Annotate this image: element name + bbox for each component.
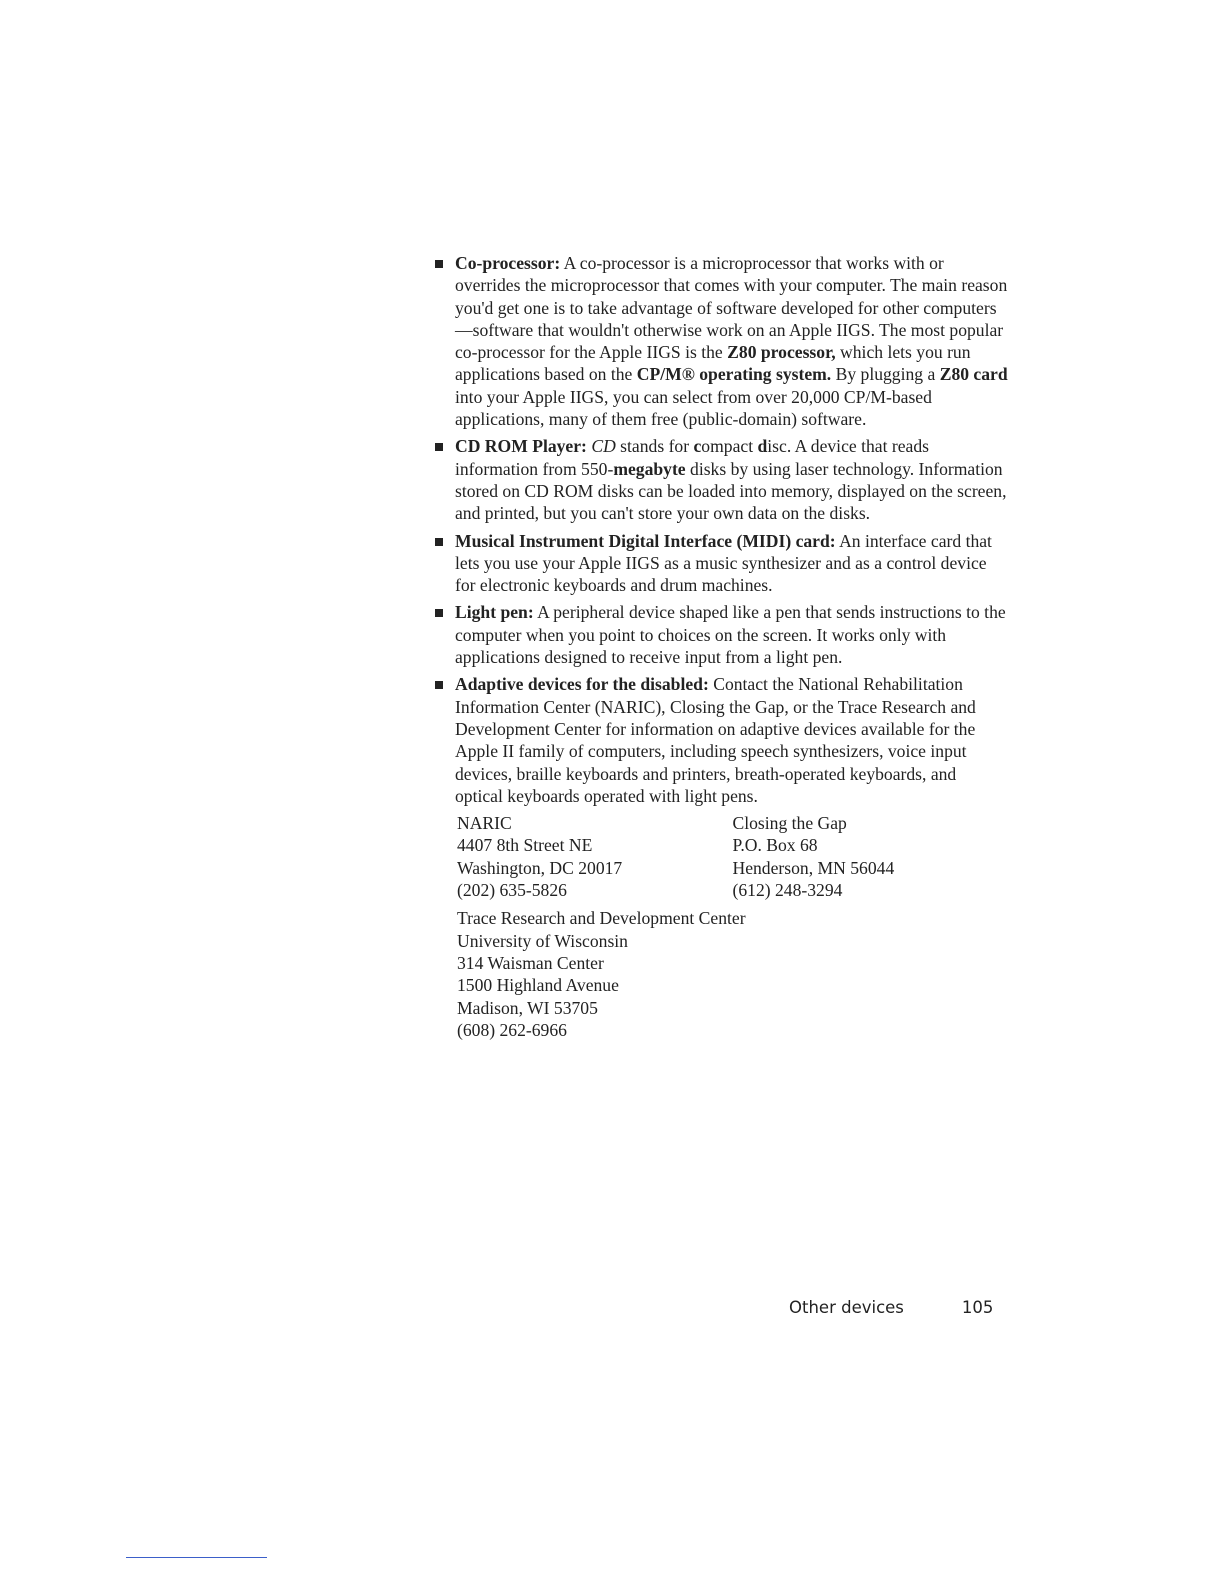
bullet-square-icon <box>435 443 443 451</box>
emphasis-z80-card: Z80 card <box>939 364 1008 385</box>
text: stands for <box>615 436 694 457</box>
address-line: 1500 Highland Avenue <box>457 975 619 996</box>
address-phone: (608) 262-6966 <box>457 1019 567 1040</box>
address-row <box>433 812 1008 901</box>
address-line: Trace Research and Development Center <box>457 908 746 929</box>
list-item-cd-rom-player <box>433 435 1008 524</box>
text: An interface card that lets you use your Apple IIGS as a music synthesizer and as a control device for electronic keyboards and drum machines. <box>455 530 992 596</box>
address-line: P.O. Box 68 <box>732 835 818 856</box>
address-trace <box>433 907 1008 1041</box>
bullet-square-icon <box>435 260 443 268</box>
page-number: 105 <box>961 1298 994 1317</box>
address-line: Closing the Gap <box>732 813 847 834</box>
address-line: Madison, WI 53705 <box>457 997 598 1018</box>
emphasis-cd: CD <box>591 436 616 457</box>
term-midi-card: Musical Instrument Digital Interface (MIDI) card: <box>455 530 836 551</box>
bullet-square-icon <box>435 681 443 689</box>
list-item-light-pen <box>433 601 1008 668</box>
address-phone: (202) 635-5826 <box>457 880 567 901</box>
text: which lets you run applications based on the <box>455 342 971 385</box>
emphasis-c: c <box>693 436 702 457</box>
address-line: University of Wisconsin <box>457 930 628 951</box>
bullet-square-icon <box>435 538 443 546</box>
list-item-midi-card <box>433 530 1008 597</box>
address-phone: (612) 248-3294 <box>732 880 843 901</box>
address-closing-the-gap <box>733 812 1009 901</box>
list-item-co-processor <box>433 252 1008 430</box>
footer-section-title: Other devices <box>789 1298 904 1317</box>
page-content <box>433 252 1008 1041</box>
emphasis-cpm: CP/M® operating system. <box>636 364 832 385</box>
text: ompact <box>701 436 758 457</box>
text: into your Apple IIGS, you can select from over 20,000 CP/M-based applications, many of them free (public-domain) software. <box>455 386 932 430</box>
term-adaptive-devices: Adaptive devices for the disabled: <box>455 674 709 695</box>
address-line: NARIC <box>457 813 512 834</box>
address-line: 314 Waisman Center <box>457 952 604 973</box>
emphasis-z80-processor: Z80 processor, <box>727 342 836 363</box>
bottom-rule-divider <box>126 1557 267 1558</box>
address-line: 4407 8th Street NE <box>457 835 593 856</box>
address-line: Henderson, MN 56044 <box>732 857 895 878</box>
text: By plugging a <box>831 364 940 385</box>
emphasis-megabyte: megabyte <box>613 458 686 479</box>
text: disks by using laser technology. Information stored on CD ROM disks can be loaded into memory, displayed on the screen, and printed, but you can't store your own data on the disks. <box>455 458 1007 524</box>
address-line: Washington, DC 20017 <box>457 857 623 878</box>
address-naric <box>457 812 733 901</box>
text: A peripheral device shaped like a pen that sends instructions to the computer when you point to choices on the screen. It works only with applications designed to receive input from a light pen. <box>455 602 1006 668</box>
page-footer <box>789 1298 993 1317</box>
term-co-processor: Co-processor: <box>455 253 561 273</box>
text: isc. A device that reads information from 550- <box>455 436 929 479</box>
term-light-pen: Light pen: <box>455 602 534 623</box>
emphasis-d: d <box>757 436 768 457</box>
text: Contact the National Rehabilitation Information Center (NARIC), Closing the Gap, or the Trace Research and Development Center for information on adaptive devices available for the Apple II family of computers, including speech synthesizers, voice input devices, braille keyboards and printers, breath-operated keyboards, and optical keyboards operated with light pens. <box>455 674 976 806</box>
bullet-square-icon <box>435 609 443 617</box>
term-cd-rom-player: CD ROM Player: <box>455 436 587 457</box>
list-item-adaptive-devices <box>433 673 1008 807</box>
text: A co-processor is a microprocessor that works with or overrides the microprocessor that comes with your computer. The main reason you'd get one is to take advantage of software developed for other computers—software that wouldn't otherwise work on an Apple IIGS. The most popular co-processor for the Apple IIGS is the <box>455 253 1008 363</box>
